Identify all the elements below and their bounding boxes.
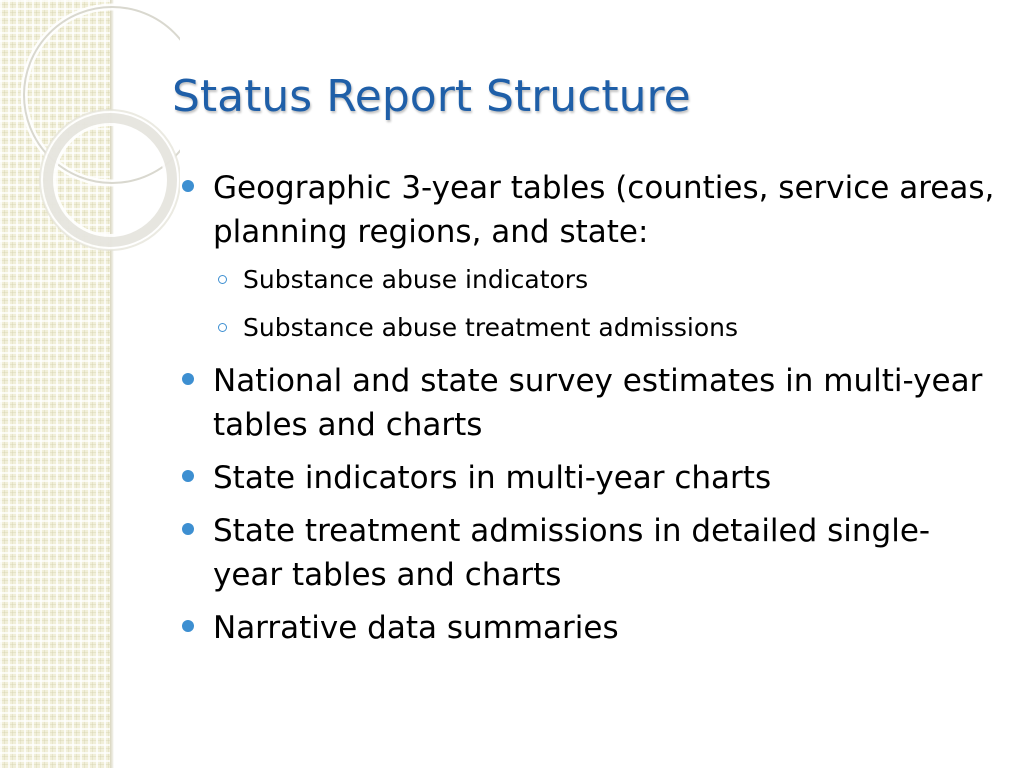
bullet-text: State indicators in multi-year charts (213, 460, 772, 496)
bullet-text: Narrative data summaries (213, 610, 619, 646)
bullet-dot-icon (182, 523, 194, 535)
sub-bullet-item (180, 311, 995, 345)
bullet-item (180, 456, 995, 500)
bullet-text: State treatment admissions in detailed single-year tables and charts (213, 513, 931, 593)
decorative-rings (0, 0, 180, 260)
sub-bullet-item (180, 263, 995, 297)
hollow-bullet-icon (218, 323, 227, 332)
sub-bullet-text: Substance abuse treatment admissions (243, 313, 739, 342)
bullet-item (180, 509, 995, 597)
bullet-item (180, 359, 995, 447)
hollow-bullet-icon (218, 275, 227, 284)
bullet-item (180, 166, 995, 254)
bullet-dot-icon (182, 620, 194, 632)
bullet-list (180, 166, 995, 659)
sub-bullet-text: Substance abuse indicators (243, 265, 589, 294)
slide-title: Status Report Structure (172, 71, 691, 122)
bullet-item (180, 606, 995, 650)
bullet-text: National and state survey estimates in multi-year tables and charts (213, 363, 983, 443)
bullet-dot-icon (182, 180, 194, 192)
bullet-text: Geographic 3-year tables (counties, service areas, planning regions, and state: (213, 170, 995, 250)
bullet-dot-icon (182, 470, 194, 482)
bullet-dot-icon (182, 373, 194, 385)
sub-bullet-list (180, 263, 995, 345)
